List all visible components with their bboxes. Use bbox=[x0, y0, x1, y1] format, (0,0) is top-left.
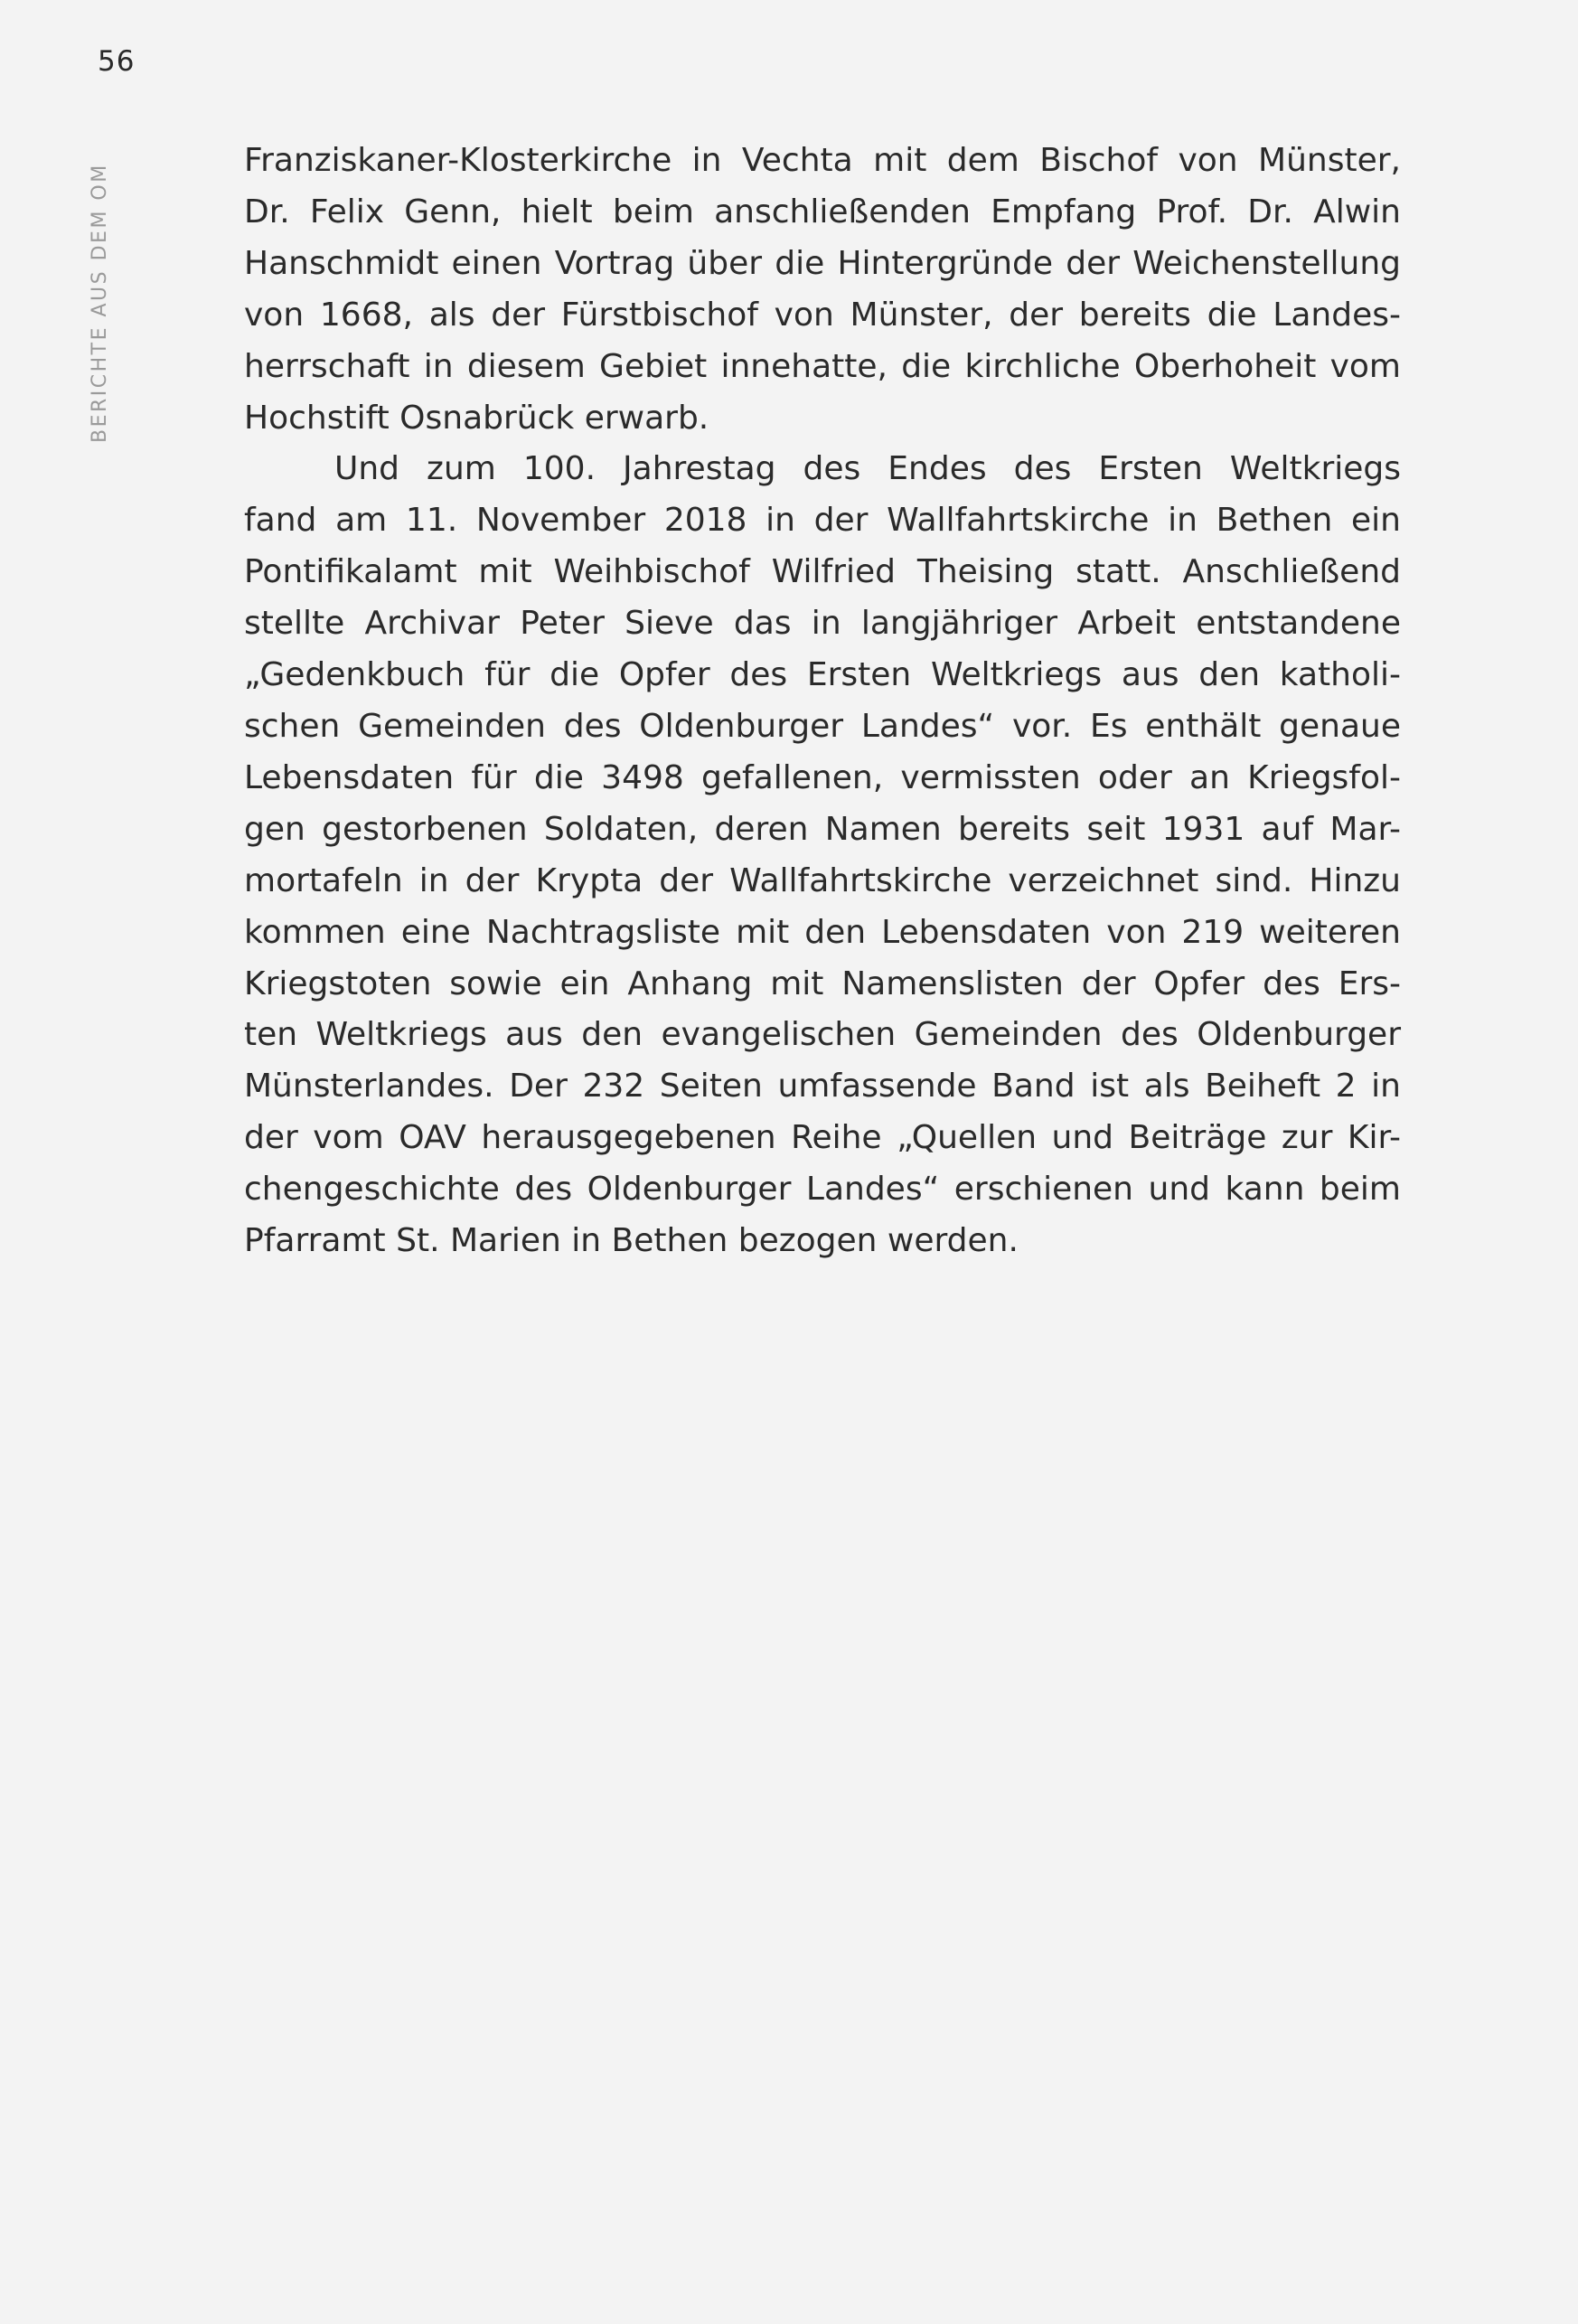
text-line: chengeschichte des Oldenburger Landes“ erschienen und kann beim bbox=[244, 1171, 1401, 1209]
text-line: Pontifikalamt mit Weihbischof Wilfried Theising statt. Anschließend bbox=[244, 553, 1401, 591]
text-line: fand am 11. November 2018 in der Wallfahrtskirche in Bethen ein bbox=[244, 502, 1401, 540]
text-line: Hochstift Osnabrück erwarb. bbox=[244, 399, 709, 437]
running-head: BERICHTE AUS DEM OM bbox=[89, 163, 111, 443]
text-line: von 1668, als der Fürstbischof von Münster, der bereits die Landes- bbox=[244, 296, 1401, 334]
body-text bbox=[244, 136, 1401, 1267]
text-line: Kriegstoten sowie ein Anhang mit Namenslisten der Opfer des Ers- bbox=[244, 964, 1401, 1002]
page-number: 56 bbox=[98, 45, 136, 78]
text-line: Lebensdaten für die 3498 gefallenen, vermissten oder an Kriegsfol- bbox=[244, 758, 1401, 796]
text-line: stellte Archivar Peter Sieve das in langjähriger Arbeit entstandene bbox=[244, 605, 1401, 643]
text-line: Hanschmidt einen Vortrag über die Hintergründe der Weichenstellung bbox=[244, 244, 1401, 282]
text-line: der vom OAV herausgegebenen Reihe „Quellen und Beiträge zur Kir- bbox=[244, 1119, 1401, 1157]
text-line: gen gestorbenen Soldaten, deren Namen bereits seit 1931 auf Mar- bbox=[244, 810, 1401, 848]
text-line: ten Weltkriegs aus den evangelischen Gemeinden des Oldenburger bbox=[244, 1016, 1401, 1054]
text-line: kommen eine Nachtragsliste mit den Lebensdaten von 219 weiteren bbox=[244, 913, 1401, 951]
text-line: Münsterlandes. Der 232 Seiten umfassende Band ist als Beiheft 2 in bbox=[244, 1068, 1401, 1106]
paragraph-2 bbox=[244, 444, 1401, 1267]
text-line: herrschaft in diesem Gebiet innehatte, die kirchliche Oberhoheit vom bbox=[244, 347, 1401, 385]
text-line: Franziskaner-Klosterkirche in Vechta mit dem Bischof von Münster, bbox=[244, 142, 1401, 179]
text-line: Pfarramt St. Marien in Bethen bezogen werden. bbox=[244, 1222, 1019, 1260]
text-line: schen Gemeinden des Oldenburger Landes“ vor. Es enthält genaue bbox=[244, 707, 1401, 745]
text-line: „Gedenkbuch für die Opfer des Ersten Weltkriegs aus den katholi- bbox=[244, 656, 1401, 694]
text-line: Dr. Felix Genn, hielt beim anschließenden Empfang Prof. Dr. Alwin bbox=[244, 193, 1401, 231]
paragraph-1 bbox=[244, 136, 1401, 444]
text-line: Und zum 100. Jahrestag des Endes des Ersten Weltkriegs bbox=[334, 450, 1401, 488]
text-line: mortafeln in der Krypta der Wallfahrtskirche verzeichnet sind. Hinzu bbox=[244, 861, 1401, 899]
